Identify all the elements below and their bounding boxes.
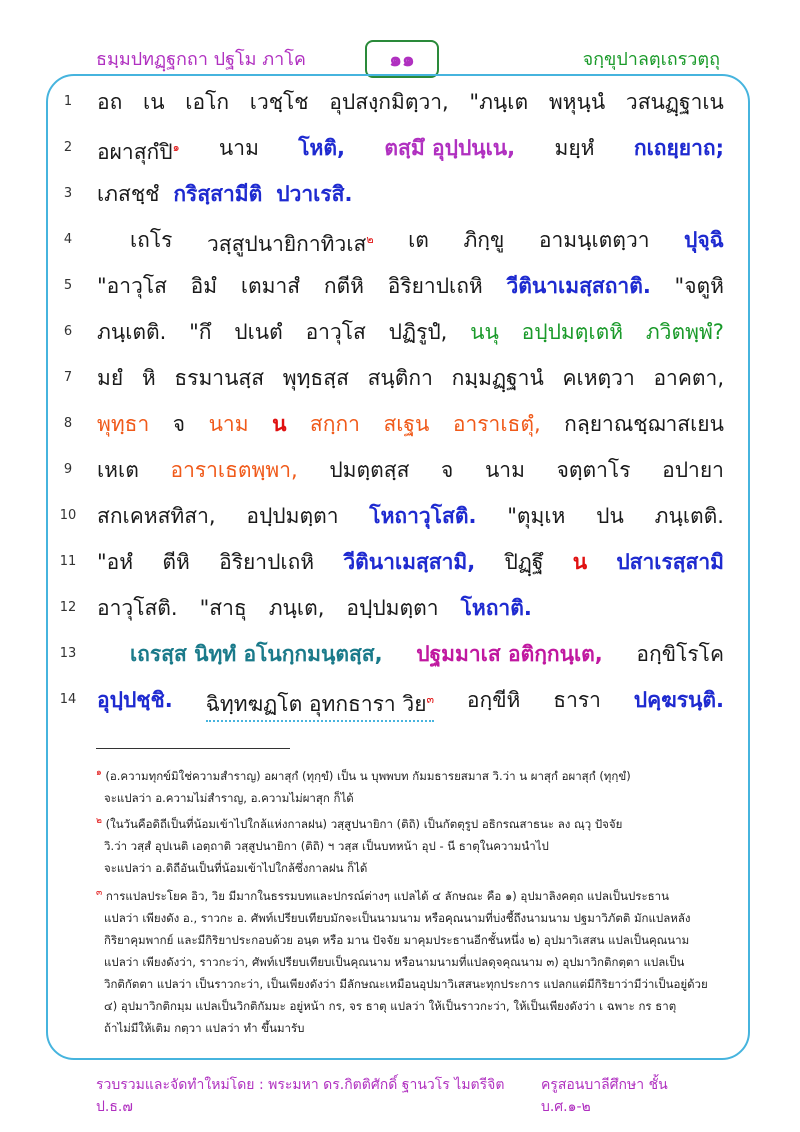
word: มยํ: [97, 366, 124, 390]
footnote-2: $^๒$ (ในวันคือดิถีเป็นที่น้อมเข้าไปใกล้แห่งกาลฝน) วสฺสูปนายิกา (ติถิ) เป็นกัตตุรูป อธิกรณสาธนะ ลง ณฺวุ ปัจจัย วิ.ว่า วสฺสํ อุปเนติ เอตฺถาติ วสฺสูปนายิกา (ติถิ) ฯ วสฺส เป็นบทหน้า อุป - นี ธาตุในความนำไป จะแปลว่า อ.ดิถีอันเป็นที่น้อมเข้าไปใกล้ซึ่งกาลฝน ก็ได้: [96, 816, 623, 875]
line-number: 2: [63, 140, 73, 155]
word: ปุจฺฉิ: [684, 228, 724, 252]
line-9: [0, 448, 800, 494]
word: ภนฺเต,: [268, 596, 325, 620]
word: "ตุมฺเห: [507, 504, 566, 528]
word: "ภนฺเต: [469, 90, 529, 114]
line-13: [0, 632, 800, 678]
word: เหเต: [97, 458, 139, 482]
word: อุปสงฺกมิตฺวา,: [329, 90, 449, 114]
word: อาวุโส: [305, 320, 366, 344]
word: "อาวุโส: [97, 274, 167, 298]
word: เตมาสํ: [240, 274, 301, 298]
word: ธรมานสฺส: [174, 366, 265, 390]
word: ปวาเรสิ.: [276, 182, 353, 206]
line-14: [0, 678, 800, 724]
word: อาวุโสติ.: [97, 596, 178, 620]
word: ตสฺมึ อุปฺปนฺเน,: [384, 136, 516, 160]
word: อปฺปมตฺตา: [246, 504, 339, 528]
line-12: [0, 586, 800, 632]
word: สนฺติกา: [367, 366, 433, 390]
line-number: 1: [63, 94, 73, 109]
word: ปเนตํ: [234, 320, 283, 344]
word: นาม: [218, 136, 259, 160]
word: โหถาติ.: [460, 596, 532, 620]
book-title: ธมฺมปทฏฺฐกถา ปฐโม ภาโค: [96, 49, 306, 70]
word: นาม: [208, 412, 249, 436]
word: "จตูหิ: [674, 274, 724, 298]
word: "อหํ: [97, 550, 134, 574]
word: วีตินาเมสฺสามิ,: [343, 550, 476, 574]
word: กตีหิ: [323, 274, 365, 298]
word: วีตินาเมสฺสถาติ.: [506, 274, 651, 298]
line-7: [0, 356, 800, 402]
footer-course: ครูสอนบาลีศึกษา ชั้น บ.ศ.๑-๒: [540, 1077, 668, 1115]
page-number-badge: ๑๑: [365, 40, 439, 78]
word: น: [572, 550, 588, 574]
line-3: [0, 172, 800, 218]
line-number: 6: [63, 324, 73, 339]
word: อิริยาปเถหิ: [387, 274, 483, 298]
word: กเถยฺยาถ;: [633, 136, 724, 160]
line-6: [0, 310, 800, 356]
word: โหติ,: [298, 136, 346, 160]
word: อปฺปมตฺตา: [346, 596, 439, 620]
page-footer: [96, 1074, 720, 1118]
word: อามนฺเตตฺวา: [538, 228, 650, 252]
word: อถ: [97, 90, 123, 114]
word: เถโร: [130, 228, 173, 252]
footnote-mark-1: ๑: [172, 141, 180, 154]
line-11: [0, 540, 800, 586]
line-number: 14: [59, 692, 77, 707]
line-1: [0, 80, 800, 126]
line-number: 4: [63, 232, 73, 247]
word: ธารา: [553, 688, 601, 712]
word: "กึ: [189, 320, 212, 344]
line-number: 8: [63, 416, 73, 431]
word: พุทฺธสฺส: [282, 366, 349, 390]
word: สกฺกา: [309, 412, 360, 436]
line-number: 12: [59, 600, 77, 615]
word: อกฺขีหิ: [466, 688, 521, 712]
word: อปายา: [662, 458, 724, 482]
word: มยฺหํ: [554, 136, 595, 160]
word: ฉิทฺทฆฏโต อุทกธารา วิย$^๓$: [206, 684, 434, 722]
footnote-divider: [96, 748, 290, 749]
line-number: 3: [63, 186, 73, 201]
word: วสนฏฺฐาเน: [625, 90, 724, 114]
word: กมฺมฏฺฐานํ: [451, 366, 544, 390]
word: อุปฺปชฺชิ.: [97, 688, 173, 712]
word: สเฐน: [383, 412, 430, 436]
footnote-1: $^๑$ (อ.ความทุกข์มิใช่ความสำราญ) อผาสุกํ (ทุกฺขํ) เป็น น บุพพบท กัมมธารยสมาส วิ.ว่า น ผาสุกํ อผาสุกํ (ทุกฺขํ) จะแปลว่า อ.ความไม่สำราญ, อ.ความไม่ผาสุก ก็ได้: [96, 768, 631, 805]
chapter-title: จกฺขุปาลตฺเถรวตฺถุ: [582, 49, 720, 70]
word: ปิฏฺฐึ: [504, 550, 544, 574]
word: อิริยาปเถหิ: [219, 550, 315, 574]
word: ปฐมมาเส อติกฺกนฺเต,: [416, 642, 603, 666]
line-8: [0, 402, 800, 448]
word: ภิกฺขู: [463, 228, 505, 252]
word: กลฺยาณชฺฌาสเยน: [564, 412, 724, 436]
word: อปฺปมตฺเตหิ: [521, 320, 624, 344]
word: จ: [172, 412, 186, 436]
word: กริสฺสามีติ: [173, 182, 263, 206]
footnote-mark-2: ๒: [366, 233, 374, 246]
word: อาคตา,: [653, 366, 724, 390]
word: พหุนฺนํ: [548, 90, 606, 114]
word: เถรสฺส นิทฺทํ อโนกฺกมนฺตสฺส,: [130, 642, 383, 666]
word: อาราเธตุํ,: [452, 412, 541, 436]
word: นาม: [484, 458, 525, 482]
word: ปน: [596, 504, 624, 528]
word: ปมตฺตสฺส: [329, 458, 410, 482]
line-number: 5: [63, 278, 73, 293]
word: เวชฺโช: [249, 90, 309, 114]
line-5: [0, 264, 800, 310]
line-number: 10: [59, 508, 77, 523]
line-10: [0, 494, 800, 540]
word: น: [272, 412, 287, 436]
word: ปคฺฆรนฺติ.: [633, 688, 724, 712]
word: วสฺสูปนายิกาทิวเส$^๒$: [206, 232, 374, 256]
word: เภสชฺชํ: [97, 182, 160, 206]
word: อกฺขิโรโค: [636, 642, 724, 666]
word: นนุ: [470, 320, 499, 344]
word: เอโก: [185, 90, 230, 114]
line-number: 13: [59, 646, 77, 661]
word: อาราเธตพฺพา,: [170, 458, 298, 482]
word: จ: [441, 458, 454, 482]
word: พุทฺธา: [97, 412, 150, 436]
word: ตีหิ: [162, 550, 190, 574]
word: ปสาเรสฺสามิ: [616, 550, 724, 574]
word: ปฏิรูปํ,: [388, 320, 448, 344]
word: ภนฺเตติ.: [97, 320, 167, 344]
word: หิ: [141, 366, 156, 390]
word: สกเคหสทิสา,: [97, 504, 216, 528]
word: อผาสุกํปิ$^๑$: [97, 140, 180, 164]
footnote-3: $^๓$ การแปลประโยค อิว, วิย มีมากในธรรมบทและปกรณ์ต่างๆ แปลได้ ๔ ลักษณะ คือ ๑) อุปมาลิงคตฺถ แปลเป็นประธาน แปลว่า เพียงดัง อ., ราวกะ อ. ศัพท์เปรียบเทียบมักจะเป็นนามนาม หรือคุณนามที่บ่งชี้ถึงนามนาม ปฐมาวิภัตติ มักแปลหลัง กิริยาคุมพากย์ และมีกิริยาประกอบด้วย อนฺต หรือ มาน ปัจจัย มาคุมประธานอีกชั้นหนึ่ง ๒) อุปมาวิเสสน แปลเป็นคุณนาม แปลว่า เพียงดังว่า, ราวกะว่า, ศัพท์เปรียบเทียบเป็นคุณนาม หรือนามนามที่แปลดุจคุณนาม ๓) อุปมาวิกติกตฺตา แปลเป็น วิกติกัตตา แปลว่า เป็นราวกะว่า, เป็นเพียงดังว่า มีลักษณะเหมือนอุปมาวิเสสนะทุกประการ แปลกแต่มีกิริยาว่ามีว่าเป็นอยู่ด้วย ๔) อุปมาวิกติกมฺม แปลเป็นวิกติกัมมะ อยู่หน้า กร, จร ธาตุ แปลว่า ให้เป็นราวกะว่า, ให้เป็นเพียงดังว่า เ ฉพาะ กร ธาตุ ถ้าไม่มีให้เติม กตฺวา แปลว่า ทำ ขึ้นมารับ: [96, 888, 708, 1035]
line-4: [0, 218, 800, 264]
footnote-mark-3: ๓: [426, 693, 435, 706]
line-number: 7: [63, 370, 73, 385]
word: อิมํ: [190, 274, 218, 298]
word: โหถาวุโสติ.: [369, 504, 477, 528]
word: "สาธุ: [199, 596, 247, 620]
line-number: 9: [63, 462, 73, 477]
text-lines: [0, 80, 800, 724]
word: เต: [408, 228, 429, 252]
word: คเหตฺวา: [562, 366, 635, 390]
footer-author: รวบรวมและจัดทำใหม่โดย : พระมหา ดร.กิตติศักดิ์ ฐานวโร ไมตรีจิต ป.ธ.๗: [96, 1077, 505, 1115]
word: ภนฺเตติ.: [654, 504, 724, 528]
word: เน: [143, 90, 165, 114]
line-2: [0, 126, 800, 172]
word: ภวิตพฺพํ?: [645, 320, 724, 344]
line-number: 11: [59, 554, 77, 569]
word: จตฺตาโร: [556, 458, 631, 482]
